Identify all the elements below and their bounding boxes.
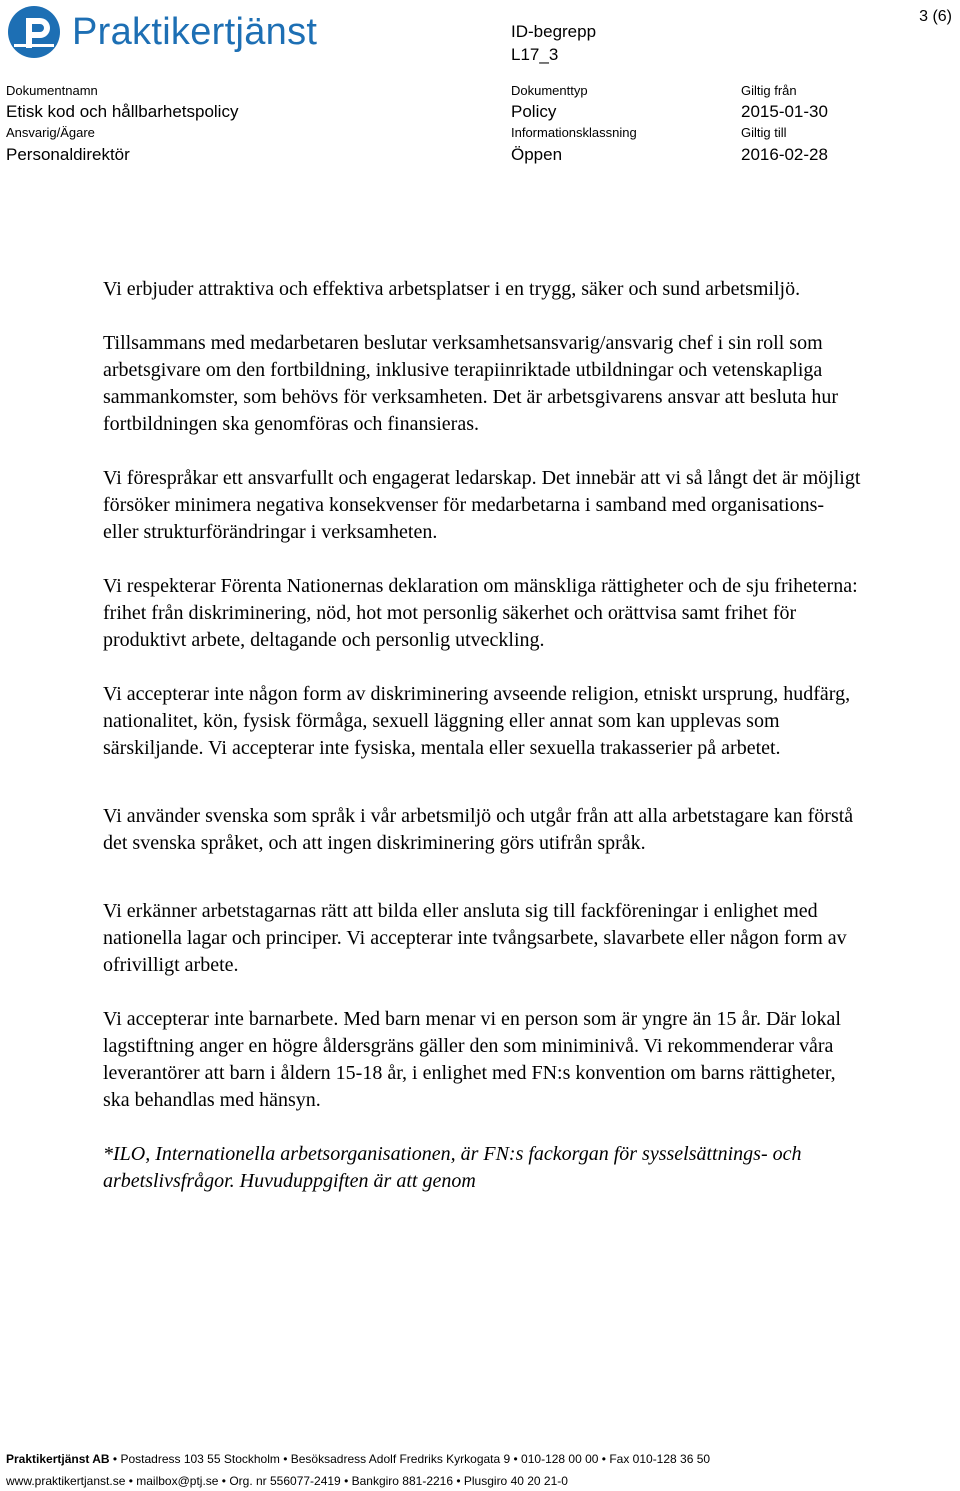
footer-company: Praktikertjänst AB (6, 1452, 110, 1466)
brand-name: Praktikertjänst (72, 11, 318, 53)
paragraph: Vi erbjuder attraktiva och effektiva arbetsplatser i en trygg, säker och sund arbetsmiljö. (103, 278, 801, 300)
paragraph: Vi respekterar Förenta Nationernas deklaration om mänskliga rättigheter och de sju friheterna: frihet från diskriminering, nöd, hot mot personlig säkerhet och orättvisa samt frihet för produktivt arbete, deltagande och personlig utveckling. (103, 575, 858, 651)
valid-to-value: 2016-02-28 (741, 145, 828, 164)
paragraph: Vi förespråkar ett ansvarfullt och engagerat ledarskap. Det innebär att vi så långt det är möjligt försöker minimera negativa konsekvenser för medarbetarna i samband med organisations- eller strukturförändringar i verksamheten. (103, 467, 861, 543)
id-value: L17_3 (511, 45, 559, 64)
footer-address: • Postadress 103 55 Stockholm • Besöksadress Adolf Fredriks Kyrkogata 9 • 010-128 00 00 • Fax 010-128 36 50 (109, 1452, 711, 1466)
paragraph: Vi accepterar inte barnarbete. Med barn menar vi en person som är yngre än 15 år. Där lokal lagstiftning anger en högre åldersgräns gäller den som miniminivå. Vi rekommenderar våra leverantörer att barn i åldern 15-18 år, i enlighet med FN:s konvention om barns rättigheter, ska behandlas med hänsyn. (103, 1008, 841, 1111)
document-body (103, 276, 863, 1195)
paragraph: Vi använder svenska som språk i vår arbetsmiljö och utgår från att alla arbetstagare kan förstå det svenska språket, och att ingen diskriminering görs utifrån språk. (103, 805, 854, 854)
doc-name-value: Etisk kod och hållbarhetspolicy (6, 102, 239, 121)
info-class-value: Öppen (511, 145, 563, 164)
paragraph: Tillsammans med medarbetaren beslutar verksamhetsansvarig/ansvarig chef i sin roll som arbetsgivare om den fortbildning, inklusive terapiinriktade utbildningar och vetenskapliga sammankomster, som behövs för verksamheten. Det är arbetsgivarens ansvar att besluta hur fortbildningen ska genomföras och finansieras. (103, 332, 839, 435)
doc-type-value: Policy (511, 102, 557, 121)
owner-label: Ansvarig/Ägare (6, 125, 95, 140)
paragraph: Vi accepterar inte någon form av diskriminering avseende religion, etniskt ursprung, hudfärg, nationalitet, kön, fysisk förmåga, sexuell läggning eller annat som kan upplevas som särskiljande. Vi accepterar inte fysiska, mentala eller sexuella trakasserier på arbetet. (103, 683, 851, 759)
owner-value: Personaldirektör (6, 145, 130, 164)
valid-to-label: Giltig till (741, 125, 787, 140)
footnote: *ILO, Internationella arbetsorganisationen, är FN:s fackorgan för sysselsättnings- och arbetslivsfrågor. Huvuduppgiften är att genom (103, 1143, 802, 1192)
info-class-label: Informationsklassning (511, 125, 637, 140)
id-label: ID-begrepp (511, 22, 597, 41)
valid-from-label: Giltig från (741, 83, 797, 98)
praktikertjanst-logo-icon (6, 4, 62, 60)
paragraph: Vi erkänner arbetstagarnas rätt att bilda eller ansluta sig till fackföreningar i enlighet med nationella lagar och principer. Vi accepterar inte tvångsarbete, slavarbete eller någon form av ofrivilligt arbete. (103, 900, 847, 976)
doc-type-label: Dokumenttyp (511, 83, 588, 98)
footer-line-1 (6, 1452, 710, 1466)
footer-line-2: www.praktikertjanst.se • mailbox@ptj.se • Org. nr 556077-2419 • Bankgiro 881-2216 • Plusgiro 40 20 21-0 (6, 1474, 568, 1488)
page-number: 3 (6) (919, 8, 952, 25)
brand-logo (6, 4, 346, 60)
valid-from-value: 2015-01-30 (741, 102, 828, 121)
doc-name-label: Dokumentnamn (6, 83, 98, 98)
